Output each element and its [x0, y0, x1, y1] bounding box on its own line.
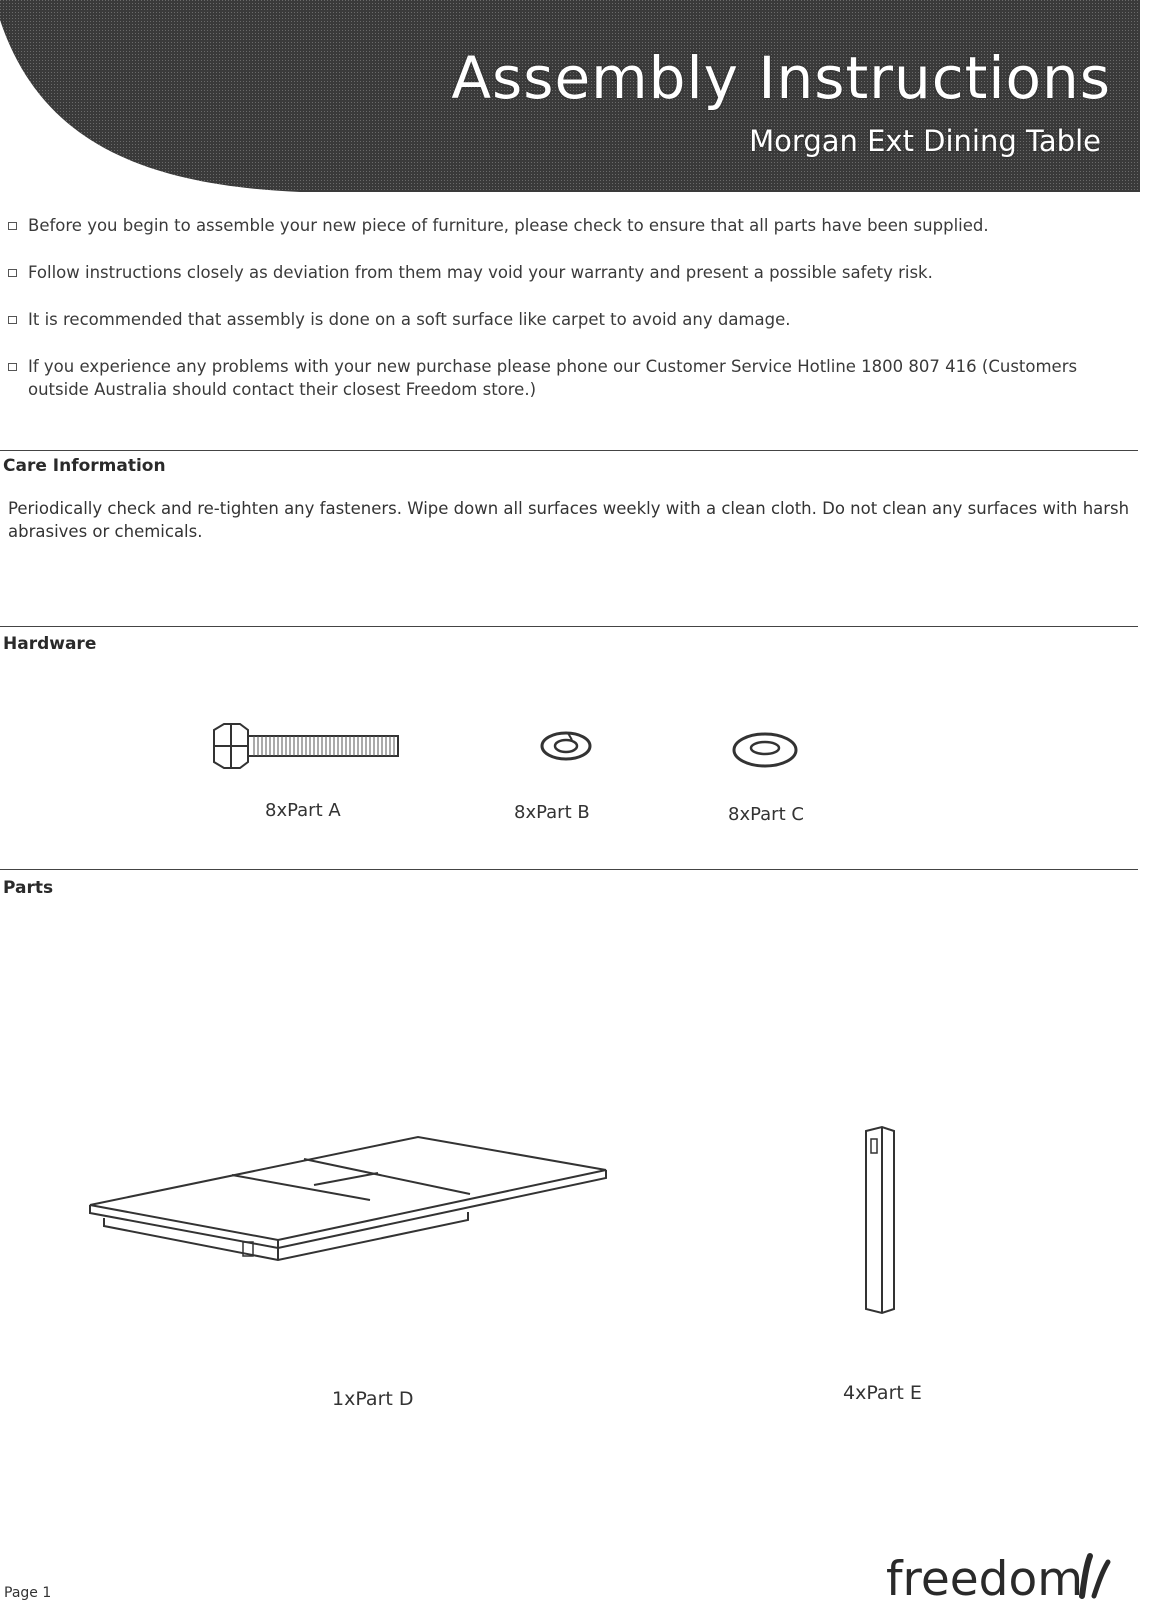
freedom-logo [886, 1552, 1126, 1612]
hardware-label: 8xPart B [514, 802, 590, 823]
instruction-list [8, 214, 1128, 425]
bullet-text: Before you begin to assemble your new piece of furniture, please check to ensure that all parts have been supplied. [28, 216, 989, 235]
bullet-text: Follow instructions closely as deviation from them may void your warranty and present a possible safety risk. [28, 263, 933, 282]
bullet-text: If you experience any problems with your new purchase please phone our Customer Service Hotline 1800 807 416 (Customers outside Australia should contact their closest Freedom store.) [28, 357, 1078, 399]
page-subtitle: Morgan Ext Dining Table [749, 124, 1101, 158]
checkbox-bullet-icon [8, 363, 17, 371]
logo-text: freedom [886, 1552, 1084, 1607]
hardware-title: Hardware [3, 634, 97, 654]
list-item [8, 261, 1128, 284]
spring-washer-icon [538, 728, 594, 764]
list-item [8, 308, 1128, 331]
flat-washer-icon [730, 730, 800, 770]
part-label: 4xPart E [843, 1382, 922, 1404]
list-item [8, 355, 1128, 401]
bolt-icon [210, 722, 410, 772]
section-divider [0, 450, 1138, 451]
hardware-label: 8xPart A [265, 800, 341, 821]
checkbox-bullet-icon [8, 269, 17, 277]
checkbox-bullet-icon [8, 222, 17, 230]
page-title: Assembly Instructions [451, 44, 1111, 112]
care-title: Care Information [3, 456, 166, 476]
page-number: Page 1 [4, 1585, 52, 1601]
checkbox-bullet-icon [8, 316, 17, 324]
part-label: 1xPart D [332, 1388, 414, 1410]
care-text: Periodically check and re-tighten any fasteners. Wipe down all surfaces weekly with a clean cloth. Do not clean any surfaces with harsh abrasives or chemicals. [8, 499, 1130, 541]
logo-mark-icon [1076, 1552, 1116, 1602]
table-leg-icon [862, 1125, 898, 1315]
section-divider [0, 869, 1138, 870]
section-divider [0, 626, 1138, 627]
list-item [8, 214, 1128, 237]
parts-title: Parts [3, 878, 54, 898]
header-banner [0, 0, 1149, 195]
table-top-icon [88, 1130, 608, 1262]
bullet-text: It is recommended that assembly is done on a soft surface like carpet to avoid any damage. [28, 310, 791, 329]
hardware-label: 8xPart C [728, 804, 804, 825]
